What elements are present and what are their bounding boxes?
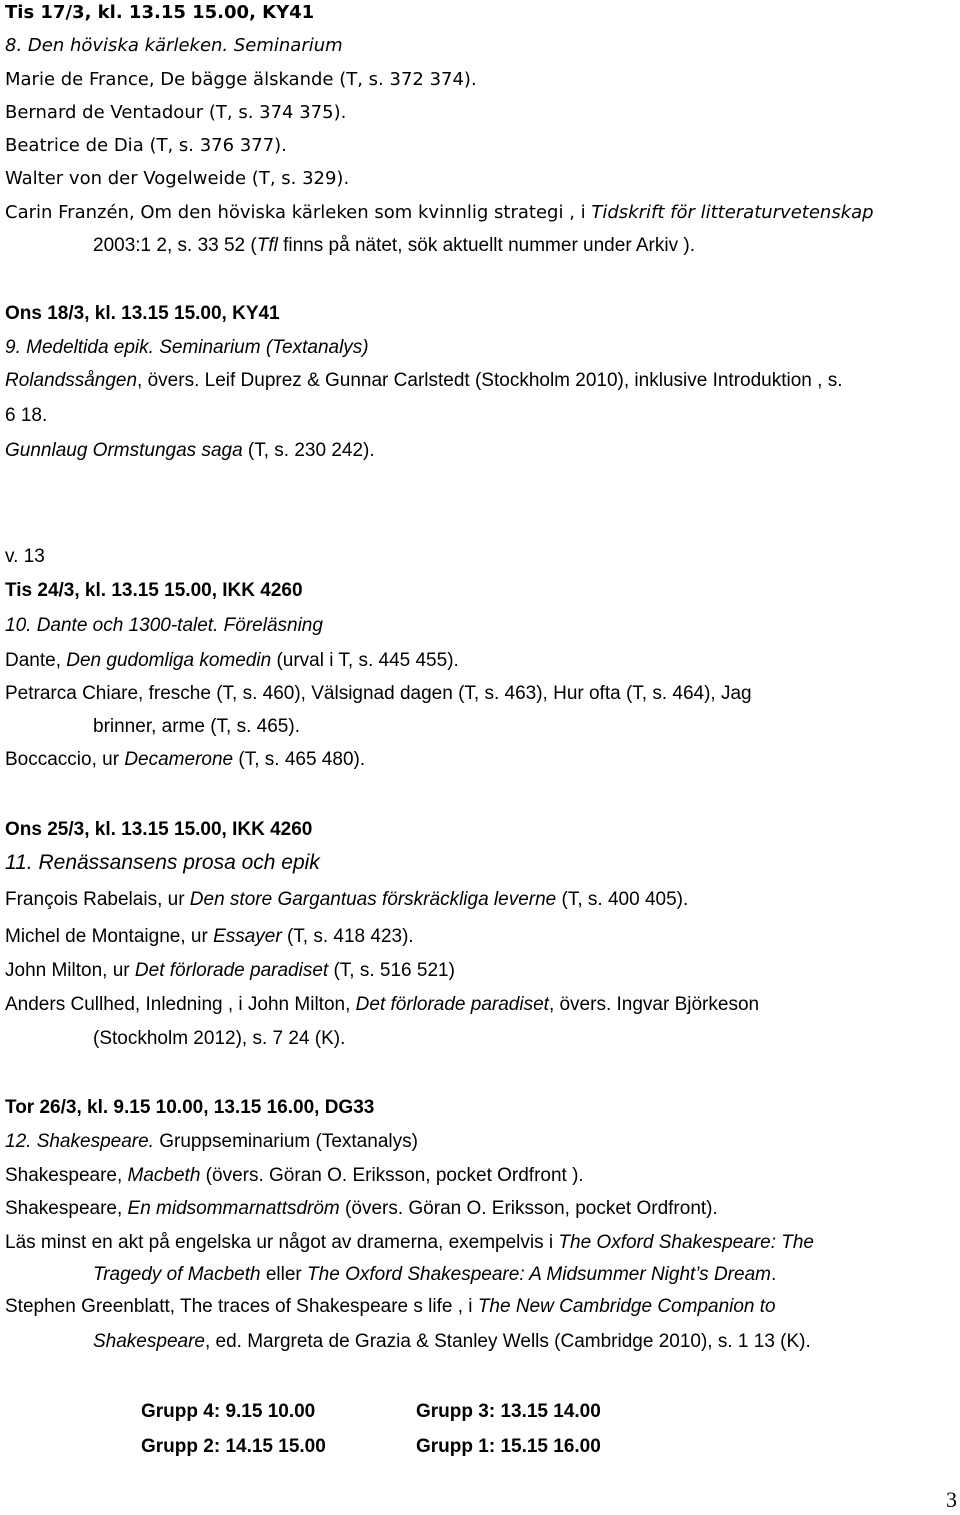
text-run: Carin Franzén, Om den höviska kärleken som kvinnlig strategi , i: [5, 202, 592, 223]
session-heading-tor-26: Tor 26/3, kl. 9.15 10.00, 13.15 16.00, DG33: [5, 1097, 375, 1118]
reading-item: [5, 959, 455, 983]
reading-item-continuation: (Stockholm 2012), s. 7 24 (K).: [93, 1028, 346, 1049]
text-run: 9. Medeltida epik.: [5, 337, 154, 358]
reading-item: Petrarca Chiare, fresche (T, s. 460), Välsignad dagen (T, s. 463), Hur ofta (T, s. 464), Jag: [5, 683, 752, 704]
text-run: (T, s. 418 423).: [281, 926, 414, 947]
text-run: 12. Shakespeare.: [5, 1131, 154, 1152]
group-time: Grupp 4: 9.15 10.00: [141, 1401, 316, 1422]
session-topic: [5, 336, 369, 360]
reading-item: [5, 993, 759, 1017]
session-topic: 8. Den höviska kärleken. Seminarium: [5, 35, 343, 56]
text-run: The New Cambridge Companion to: [477, 1296, 776, 1317]
text-run: (övers. Göran O. Eriksson, pocket Ordfront ).: [200, 1165, 584, 1186]
reading-item: Bernard de Ventadour (T, s. 374 375).: [5, 102, 347, 123]
text-run: Läs minst en akt på engelska ur något av dramerna, exempelvis i: [5, 1232, 559, 1253]
reading-item: [5, 1164, 584, 1188]
text-run: finns på nätet, sök aktuellt nummer under Arkiv ).: [277, 235, 695, 256]
reading-item-continuation: [93, 1263, 776, 1287]
text-run: (T, s. 400 405).: [556, 889, 689, 910]
text-run: Det förlorade paradiset: [134, 960, 329, 981]
text-run: François Rabelais, ur: [5, 889, 190, 910]
text-run: The Oxford Shakespeare: A Midsummer Night’s Dream: [307, 1264, 771, 1285]
group-time: Grupp 3: 13.15 14.00: [416, 1401, 601, 1422]
text-run: Det förlorade paradiset: [355, 994, 549, 1015]
text-run: Shakespeare,: [5, 1165, 128, 1186]
reading-item: Beatrice de Dia (T, s. 376 377).: [5, 135, 287, 156]
text-run: Shakespeare,: [5, 1198, 128, 1219]
reading-item: [5, 369, 842, 393]
session-topic: [5, 1130, 418, 1154]
text-run: Tragedy of Macbeth: [93, 1264, 261, 1285]
text-run: Gruppseminarium (Textanalys): [153, 1131, 418, 1152]
reading-item: [5, 201, 874, 225]
session-topic: 11. Renässansens prosa och epik: [5, 851, 320, 874]
reading-item: Walter von der Vogelweide (T, s. 329).: [5, 168, 350, 189]
reading-item-continuation: 6 18.: [5, 405, 48, 426]
text-run: .: [770, 1264, 777, 1285]
text-run: , övers. Leif Duprez & Gunnar Carlstedt (Stockholm 2010), inklusive Introduktion , s.: [137, 370, 843, 391]
reading-item: [5, 1295, 776, 1319]
text-run: Macbeth: [127, 1165, 201, 1186]
text-run: Anders Cullhed, Inledning , i John Milton,: [5, 994, 356, 1015]
text-run: Seminarium (Textanalys): [153, 337, 369, 358]
session-heading-tis-24: Tis 24/3, kl. 13.15 15.00, IKK 4260: [5, 580, 303, 601]
reading-item: Marie de France, De bägge älskande (T, s. 372 374).: [5, 69, 477, 90]
text-run: Boccaccio, ur: [5, 749, 125, 770]
group-time: Grupp 1: 15.15 16.00: [416, 1436, 601, 1457]
reading-item-continuation: brinner, arme (T, s. 465).: [93, 716, 300, 737]
reading-item: [5, 1231, 814, 1255]
week-label: v. 13: [5, 546, 45, 567]
text-run: (T, s. 230 242).: [242, 440, 375, 461]
text-run: Michel de Montaigne, ur: [5, 926, 214, 947]
text-run: Stephen Greenblatt, The traces of Shakespeare s life , i: [5, 1296, 478, 1317]
text-run: (urval i T, s. 445 455).: [271, 650, 459, 671]
text-run: Shakespeare: [93, 1331, 205, 1352]
session-heading-ons-18: Ons 18/3, kl. 13.15 15.00, KY41: [5, 303, 280, 324]
text-run: 2003:1 2, s. 33 52 (: [93, 235, 257, 256]
reading-item: [5, 748, 365, 772]
text-run: Den store Gargantuas förskräckliga leverne: [189, 889, 557, 910]
text-run: , ed. Margreta de Grazia & Stanley Wells (Cambridge 2010), s. 1 13 (K).: [204, 1331, 811, 1352]
reading-item: [5, 925, 414, 949]
page-number: 3: [946, 1487, 957, 1512]
text-run: Föreläsning: [218, 615, 323, 636]
reading-item-continuation: [93, 234, 695, 258]
session-heading-tis-17: Tis 17/3, kl. 13.15 15.00, KY41: [5, 2, 315, 23]
text-run: (övers. Göran O. Eriksson, pocket Ordfront).: [339, 1198, 718, 1219]
text-run: (T, s. 516 521): [328, 960, 455, 981]
reading-item: [5, 1197, 718, 1221]
text-run: Dante,: [5, 650, 67, 671]
text-run: 10. Dante och 1300-talet.: [5, 615, 219, 636]
text-run: En midsommarnattsdröm: [127, 1198, 340, 1219]
text-run: Tfl: [256, 235, 278, 256]
reading-item-continuation: [93, 1330, 811, 1354]
reading-item: [5, 888, 688, 912]
text-run: Rolandssången: [5, 370, 138, 391]
session-topic: [5, 614, 323, 638]
text-run: eller: [260, 1264, 308, 1285]
session-heading-ons-25: Ons 25/3, kl. 13.15 15.00, IKK 4260: [5, 819, 313, 840]
text-run: Tidskrift för litteraturvetenskap: [591, 202, 874, 223]
group-time: Grupp 2: 14.15 15.00: [141, 1436, 326, 1457]
text-run: Essayer: [213, 926, 282, 947]
text-run: The Oxford Shakespeare: The: [558, 1232, 814, 1253]
reading-item: [5, 439, 375, 463]
text-run: , övers. Ingvar Björkeson: [548, 994, 760, 1015]
text-run: Decamerone: [124, 749, 234, 770]
text-run: Den gudomliga komedin: [66, 650, 272, 671]
text-run: Gunnlaug Ormstungas saga: [5, 440, 243, 461]
text-run: (T, s. 465 480).: [233, 749, 366, 770]
text-run: John Milton, ur: [5, 960, 135, 981]
reading-item: [5, 649, 459, 673]
